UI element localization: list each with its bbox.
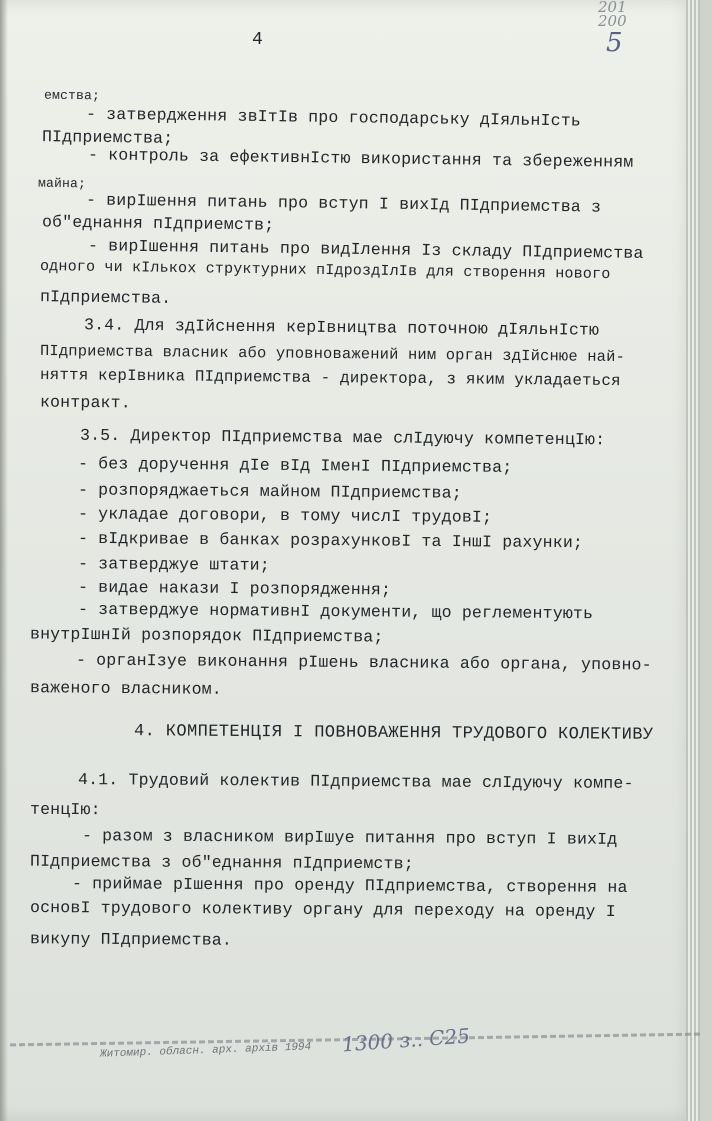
text-line: основІ трудового колективу органу для переходу на оренду І [29, 897, 616, 922]
text-line: - без доручення дІе вІд ІменІ ПІдприемства; [77, 454, 513, 477]
text-line: майна; [37, 175, 87, 192]
text-line: ПІдприемства власник або уповноважений ним орган здІйснюе най- [39, 341, 626, 367]
section-heading: 4. КОМПЕТЕНЦІЯ І ПОВНОВАЖЕННЯ ТРУДОВОГО КОЛЕКТИВУ [133, 722, 654, 745]
text-line: внутрІшнІй розпорядок ПІдприемства; [29, 624, 384, 647]
text-line: няття керІвника ПІдприемства - директора, з яким укладаеться [39, 365, 621, 391]
archive-mark-2: 200 [598, 12, 627, 30]
text-line: - розпоряджаеться майном ПІдприемства; [77, 480, 462, 503]
text-line: об"еднання пІдприемств; [41, 212, 275, 235]
archive-mark-1: 201 [598, 0, 627, 16]
handwritten-archive-code: 1300 з.. С25 [341, 1023, 471, 1057]
text-line: контракт. [39, 392, 132, 413]
text-line: - затверджуе штати; [77, 554, 271, 575]
text-line: пІдприемства. [39, 287, 172, 308]
text-line: - разом з власником вирІшуе питання про вступ І вихІд [81, 826, 618, 849]
archive-stamp: Житомир. обласн. арх. архів 1994 [99, 1041, 312, 1061]
text-line: викупу ПІдприемства. [29, 929, 233, 950]
text-line: одного чи кІлькох структурних пІдроздІлІв для створення нового [39, 258, 611, 283]
text-line: - укладае договори, в тому числІ трудовІ; [77, 504, 493, 527]
archive-folio-marks [598, 0, 627, 58]
text-line: важеного власником. [29, 678, 223, 699]
text-line: - органІзуе виконання рІшень власника або органа, уповно- [75, 650, 652, 675]
text-line: ПІдприемства з об"еднання пІдприемств; [29, 851, 414, 874]
page-stack-edge [686, 0, 700, 1121]
text-line: ПІдприемства; [41, 127, 174, 148]
text-line: - приймае рІшення про оренду ПІдприемства, створення на [71, 874, 628, 897]
text-line: - видае накази І розпорядження; [77, 577, 392, 600]
binding-shadow [0, 0, 8, 1121]
text-line: - контроль за ефективнІстю використання та збереженням [87, 145, 634, 172]
text-line: - вирІшення питань про видІлення Із складу ПІдприемства [87, 236, 644, 263]
text-line: 4.1. Трудовий колектив ПІдприемства мае слІдуючу компе- [77, 770, 634, 793]
archive-mark-3: 5 [606, 28, 623, 58]
text-line: 3.4. Для здІйснення керІвництва поточною дІяльнІстю [83, 315, 600, 340]
text-line: - затвердження звІтІв про господарську дІяльнІсть [85, 104, 582, 131]
text-line: - вІдкривае в банках розрахунковІ та ІншІ рахунки; [77, 528, 584, 553]
text-line: емства; [43, 87, 101, 104]
text-line: тенцІю: [29, 799, 101, 820]
text-line: 3.5. Директор ПІдприемства мае слІдуючу компетенцІю: [79, 425, 606, 450]
text-line: - вирІшення питань про вступ І вихІд ПІдприемства з [85, 190, 602, 217]
page-number: 4 [252, 30, 263, 50]
text-line: - затверджуе нормативнІ документи, що реглементують [77, 599, 594, 624]
